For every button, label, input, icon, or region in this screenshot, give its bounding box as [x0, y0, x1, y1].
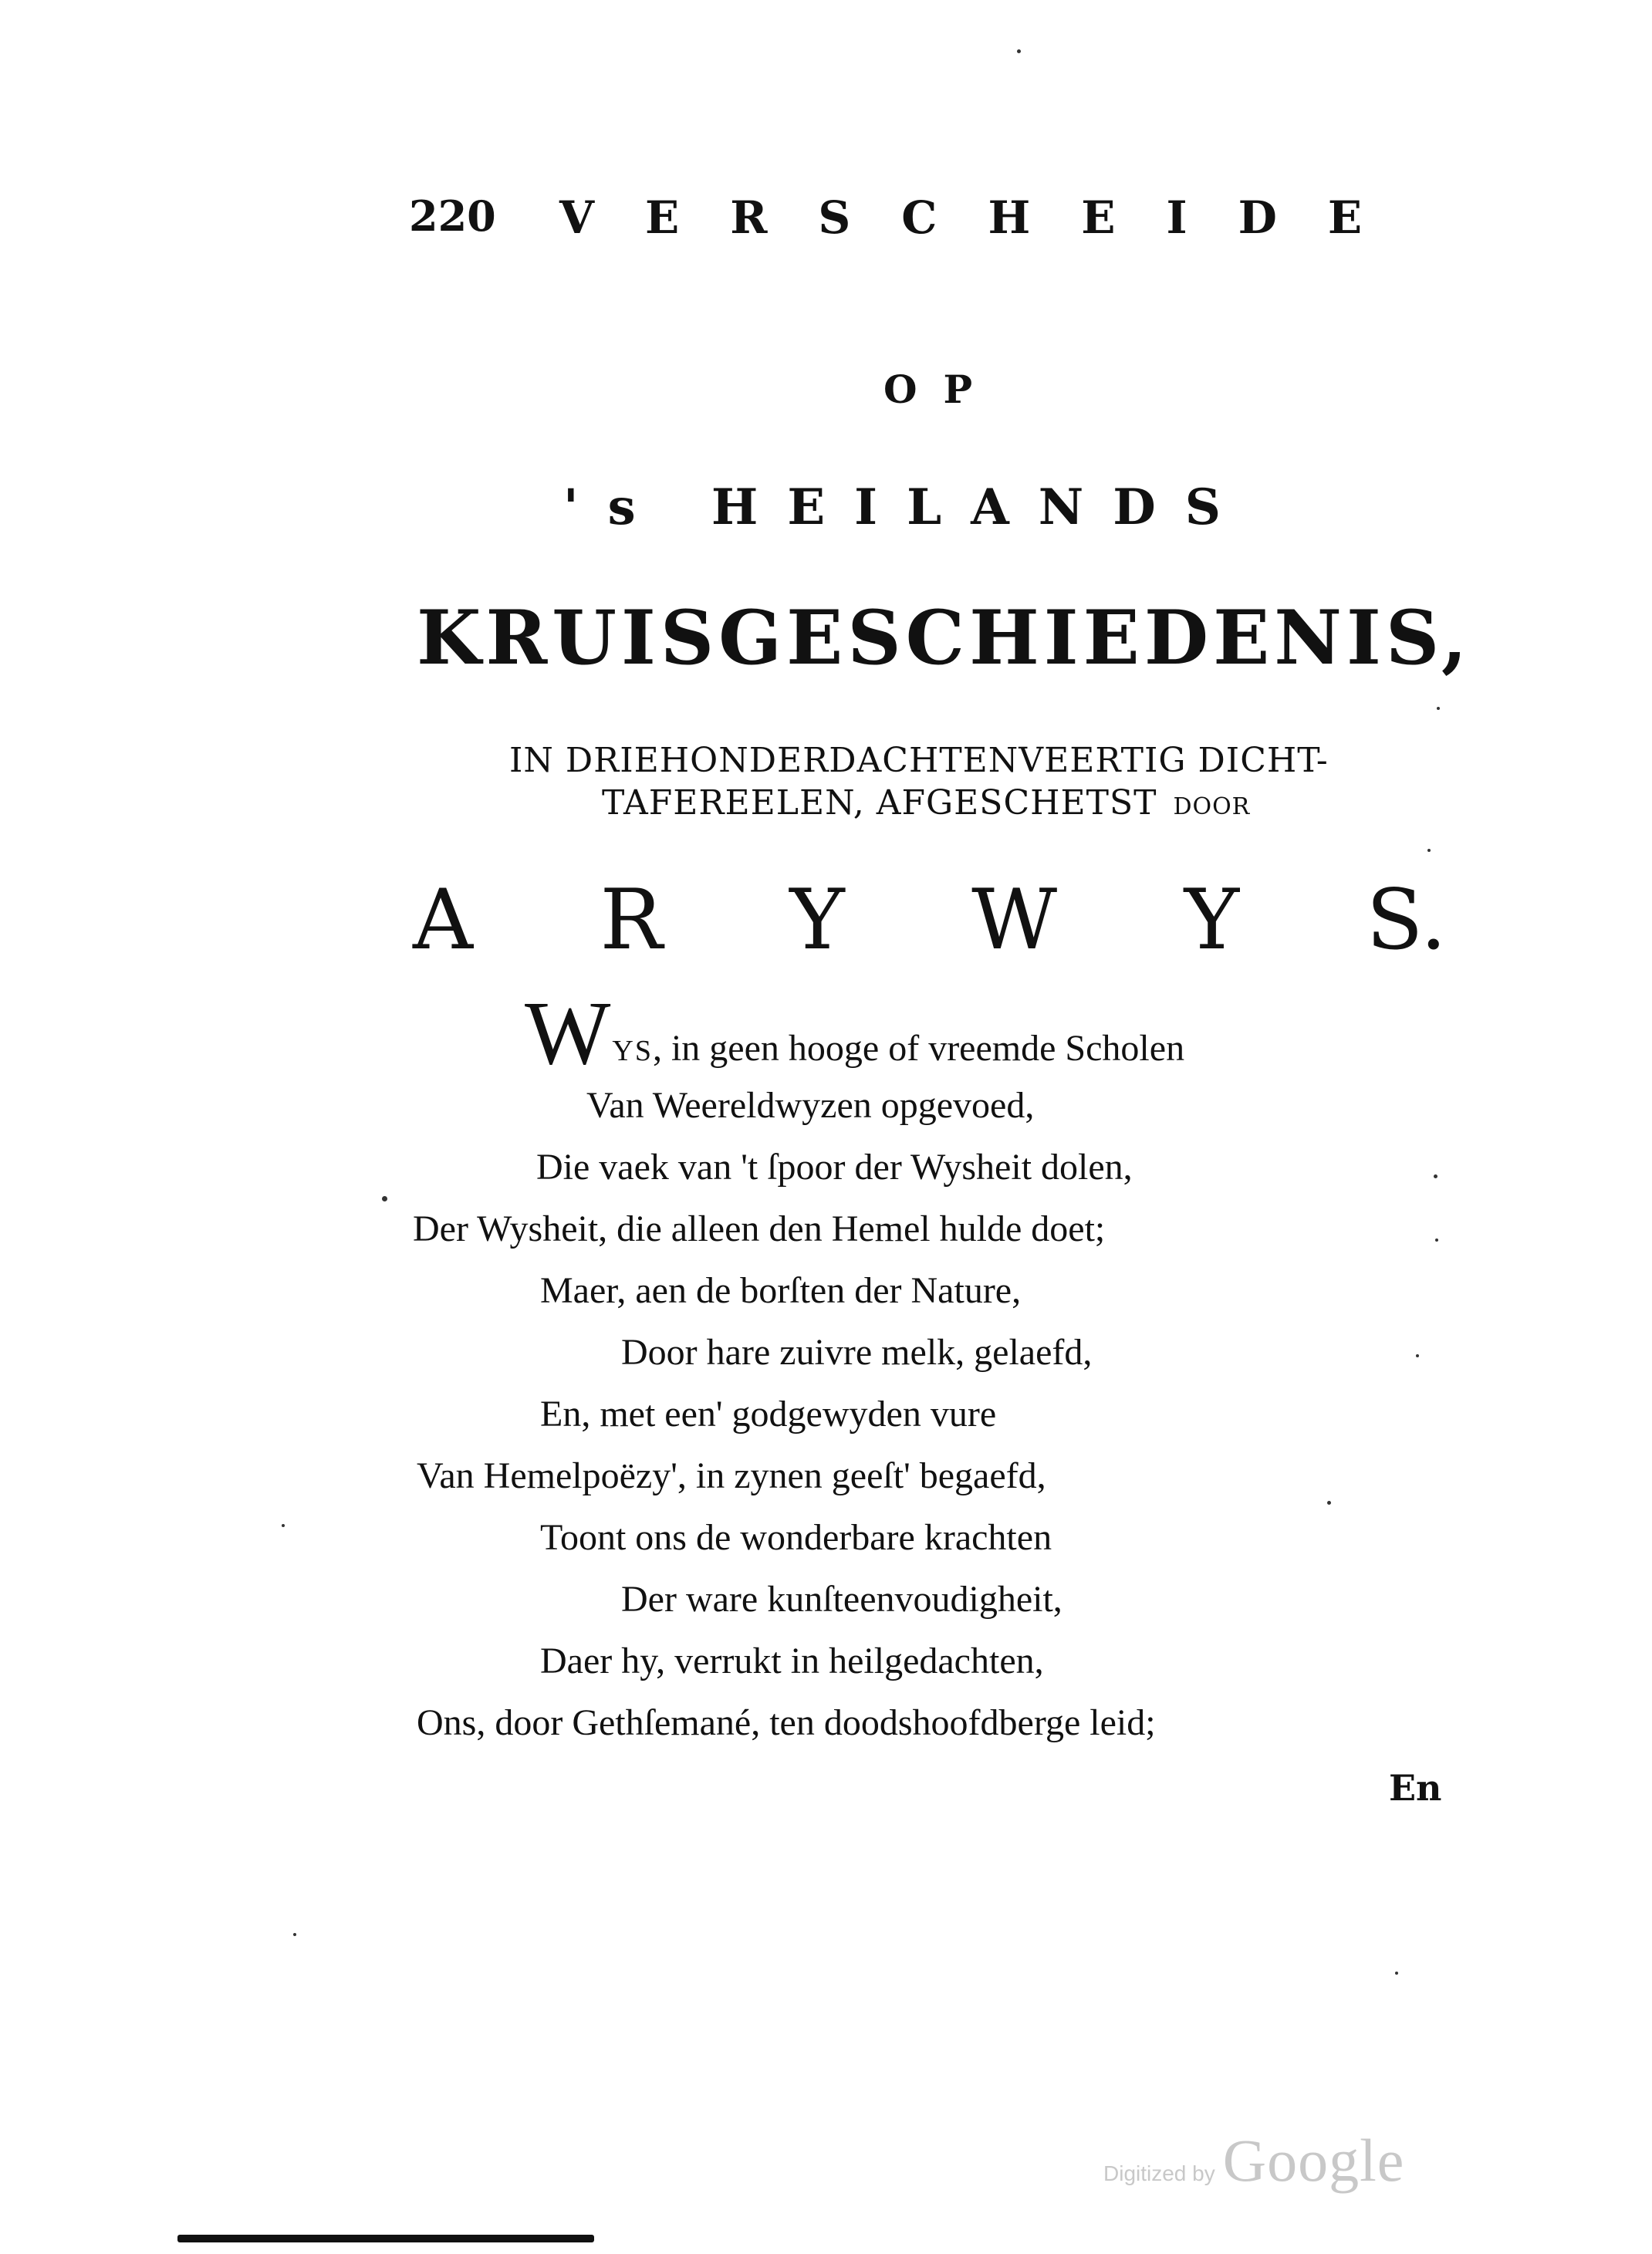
poem-line: Van Weereldwyzen opgevoed, [586, 1085, 1035, 1126]
poem-line: En, met een' godgewyden vure [540, 1394, 997, 1435]
google-logo: Google [1222, 2127, 1405, 2194]
author-letter: W [971, 872, 1058, 968]
author-letter: Y [789, 872, 845, 968]
ink-speck [1434, 1174, 1437, 1178]
author-name [413, 872, 1447, 968]
author-letter: A [413, 872, 473, 968]
subtitle-line-2 [602, 783, 1250, 823]
digitized-watermark [1103, 2126, 1404, 2195]
ink-speck [1327, 1501, 1331, 1505]
ink-speck [1427, 849, 1431, 852]
author-letter: S. [1366, 872, 1447, 968]
drop-cap: W [525, 982, 611, 1083]
title-heilands: 's HEILANDS [563, 478, 1250, 536]
subtitle-line-2-text: TAFEREELEN, AFGESCHETST [602, 783, 1157, 823]
poem-line: Daer hy, verrukt in heilgedachten, [540, 1641, 1044, 1681]
poem-line: Ons, door Gethſemané, ten doodshoofdberge leid; [417, 1702, 1156, 1743]
poem-line: Toont ons de wonderbare krachten [540, 1517, 1052, 1558]
digitized-by-text: Digitized by [1103, 2161, 1215, 2185]
poem-line: Maer, aen de borſten der Nature, [540, 1270, 1022, 1311]
poem-line: Die vaek van 't ſpoor der Wysheit dolen, [536, 1147, 1133, 1188]
running-title: VERSCHEIDE [559, 191, 1414, 244]
ink-speck [282, 1524, 285, 1527]
poem-first-text: , in geen hooge of vreemde Scholen [652, 1028, 1185, 1069]
author-letter: R [600, 872, 663, 968]
ink-speck [1416, 1354, 1419, 1357]
catchword: En [1389, 1767, 1442, 1809]
author-letter: Y [1184, 872, 1239, 968]
poem-line: Door hare zuivre melk, gelaefd, [621, 1332, 1093, 1373]
ink-speck [1395, 1972, 1398, 1975]
ink-speck [1435, 1239, 1438, 1242]
ink-speck [382, 1196, 387, 1201]
poem-line: Der Wysheit, die alleen den Hemel hulde doet; [413, 1208, 1106, 1249]
ink-speck [1017, 49, 1021, 53]
ink-speck [293, 1933, 296, 1936]
ink-speck [1437, 707, 1440, 710]
subtitle-door: DOOR [1173, 793, 1251, 820]
drop-cap-rest: YS [612, 1035, 653, 1067]
poem-line: Van Hemelpoëzy', in zynen geeſt' begaefd, [417, 1455, 1046, 1496]
title-op: OP [883, 367, 999, 412]
poem-line: Der ware kunſteenvoudigheit, [621, 1579, 1062, 1620]
page-number: 220 [409, 191, 496, 241]
subtitle-line-1: IN DRIEHONDERDACHTENVEERTIG DICHT- [509, 741, 1329, 780]
page-title: KRUISGESCHIEDENIS, [417, 594, 1472, 681]
poem-line-first [525, 982, 1185, 1083]
bottom-edge-mark [177, 2235, 594, 2242]
